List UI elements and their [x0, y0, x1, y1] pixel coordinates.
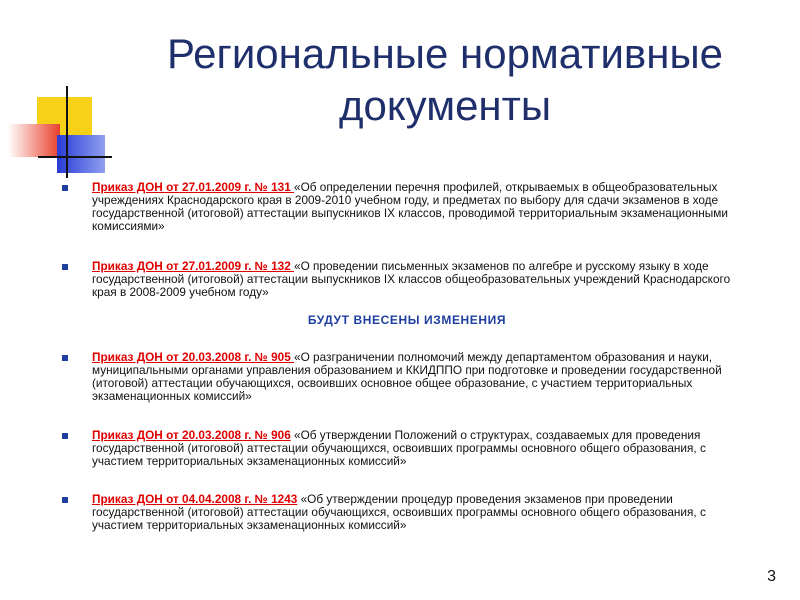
- page-number: 3: [767, 568, 776, 585]
- order-description: «Об определении перечня профилей, открываемых в общеобразовательных учреждениях Краснодарского края в 2009-2010 учебном году, и предметах по выбору для сдачи экзаменов в ходе государственной (итоговой) аттестации выпускников IX классов, проводимой территориальным экзаменационными комиссиями»: [92, 180, 728, 233]
- list-item: [62, 181, 752, 233]
- bullet-icon: [62, 497, 68, 503]
- deco-blue-square: [57, 135, 105, 173]
- order-link[interactable]: Приказ ДОН от 04.04.2008 г. № 1243: [92, 492, 298, 506]
- order-description: «О разграничении полномочий между департаментом образования и науки, муниципальными органами управления образованием и ККИДППО при подготовке и проведении государственной (итоговой) аттестации обучающихся, освоивших основное общее образование, с участием территориальных экзаменационных комиссий»: [92, 350, 722, 403]
- bullet-icon: [62, 433, 68, 439]
- list-item: [62, 351, 752, 403]
- order-link[interactable]: Приказ ДОН от 20.03.2008 г. № 905: [92, 350, 295, 364]
- document-list: [62, 181, 752, 532]
- order-description: «Об утверждении процедур проведения экзаменов при проведении государственной (итоговой) аттестации обучающихся, освоивших программы основного общего образования, с участием территориальных экзаменационных комиссий»: [92, 492, 706, 532]
- deco-red-square: [8, 124, 60, 157]
- list-item: [62, 260, 752, 299]
- list-item: [62, 493, 752, 532]
- order-description: «О проведении письменных экзаменов по алгебре и русскому языку в ходе государственной (итоговой) аттестации выпускников IX классов общеобразовательных учреждений Краснодарского края в 2008-2009 учебном году»: [92, 259, 731, 299]
- title-line-1: Региональные нормативные: [167, 30, 723, 77]
- page-title: [95, 28, 795, 132]
- order-link[interactable]: Приказ ДОН от 27.01.2009 г. № 131: [92, 180, 295, 194]
- bullet-icon: [62, 355, 68, 361]
- bullet-icon: [62, 185, 68, 191]
- title-line-2: документы: [338, 82, 552, 129]
- order-link[interactable]: Приказ ДОН от 20.03.2008 г. № 906: [92, 428, 291, 442]
- bullet-icon: [62, 264, 68, 270]
- order-link[interactable]: Приказ ДОН от 27.01.2009 г. № 132: [92, 259, 295, 273]
- changes-notice: БУДУТ ВНЕСЕНЫ ИЗМЕНЕНИЯ: [307, 313, 507, 327]
- list-item: [62, 429, 752, 468]
- order-description: «Об утверждении Положений о структурах, создаваемых для проведения государственной (итоговой) аттестации обучающихся, освоивших программы основного общего образования, с участием территориальных экзаменационных комиссий»: [92, 428, 706, 468]
